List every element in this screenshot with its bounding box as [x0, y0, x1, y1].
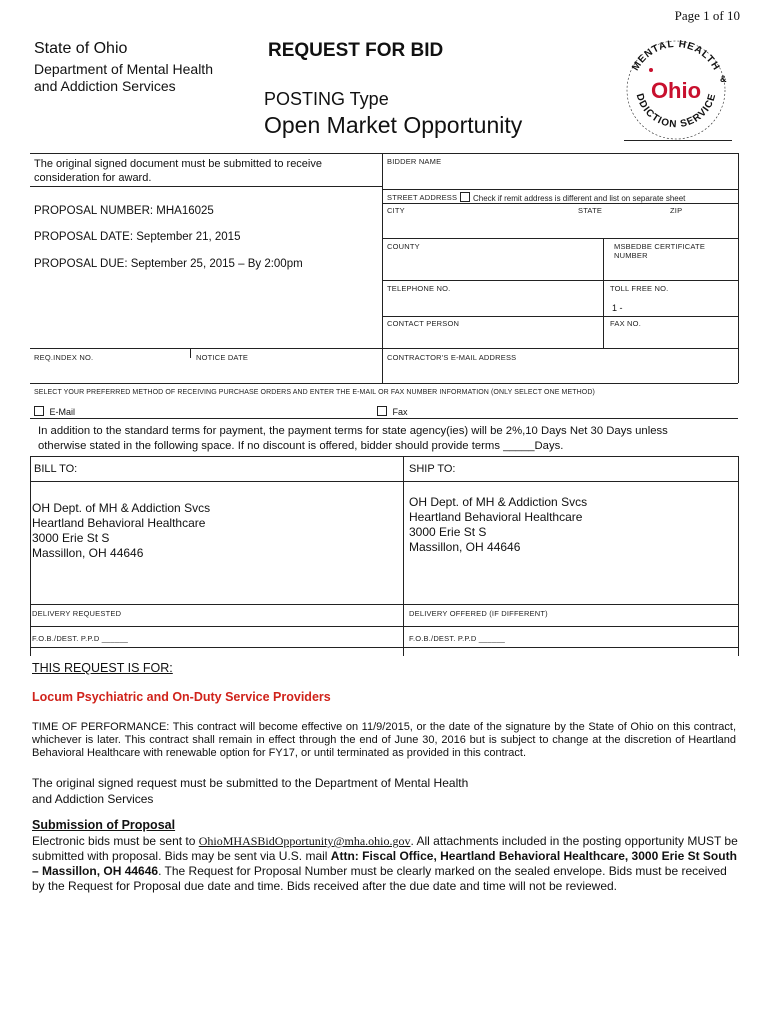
toll-free-field[interactable]: TOLL FREE NO.	[610, 284, 669, 293]
submission-heading: Submission of Proposal	[32, 818, 176, 832]
bill-to-line3: 3000 Erie St S	[32, 531, 110, 545]
request-heading: THIS REQUEST IS FOR:	[32, 661, 173, 675]
bill-to-line1: OH Dept. of MH & Addiction Svcs	[32, 501, 211, 515]
email-option-label: E-Mail	[49, 407, 76, 417]
submission-note: The original signed document must be submitted to receive consideration for award.	[34, 158, 322, 184]
toll-free-value: 1 -	[612, 303, 623, 313]
telephone-field[interactable]: TELEPHONE NO.	[387, 284, 451, 293]
fob-right: F.O.B./DEST. P.P.D ______	[409, 634, 506, 643]
proposal-number: PROPOSAL NUMBER: MHA16025	[34, 205, 214, 217]
method-instruction: SELECT YOUR PREFERRED METHOD OF RECEIVING PURCHASE ORDERS AND ENTER THE E-MAIL OR FAX NUMBER INFORMATION (ONLY SELECT ONE METHOD)	[34, 389, 595, 396]
posting-subtype: Open Market Opportunity	[264, 112, 523, 138]
msbedbe-label-2: NUMBER	[614, 251, 648, 260]
original-request-line1: The original signed request must be submitted to the Department of Mental Health	[32, 776, 469, 790]
time-of-performance: TIME OF PERFORMANCE: This contract will become effective on 11/9/2015, or the date of the signature by the State of Ohio on this contract, whichever is later. This contract shall remain in effect through the end of June 30, 2016 but is subject to change at the discretion of Heartland Behavioral Healthcare with renewable option for FY17, or until terminated as provided in this contract.	[32, 721, 736, 759]
original-request-note	[32, 775, 468, 807]
agency-dept: Department of Mental Health	[34, 61, 213, 77]
submission-text-a: Electronic bids must be sent to	[32, 834, 199, 848]
fax-checkbox[interactable]	[377, 406, 387, 416]
proposal-date: PROPOSAL DATE: September 21, 2015	[34, 231, 241, 243]
ship-to-line4: Massillon, OH 44646	[409, 540, 521, 554]
request-subject: Locum Psychiatric and On-Duty Service Providers	[32, 690, 331, 704]
county-field[interactable]: COUNTY	[387, 242, 420, 251]
remit-address-option[interactable]	[460, 192, 685, 203]
seal-ring-bottom: DDICTION SERVICE	[633, 91, 719, 131]
delivery-offered-field[interactable]: DELIVERY OFFERED (IF DIFFERENT)	[409, 609, 548, 618]
ohio-mhas-seal-icon	[617, 30, 735, 142]
fax-option-label: Fax	[392, 407, 408, 417]
req-index-label: REQ.INDEX NO.	[34, 353, 94, 362]
document-title: REQUEST FOR BID	[268, 40, 444, 61]
ship-to-line1: OH Dept. of MH & Addiction Svcs	[409, 495, 588, 509]
page-number: Page 1 of 10	[674, 8, 740, 23]
zip-field[interactable]: ZIP	[670, 206, 683, 215]
seal-ring-top: MENTAL HEALTH	[630, 38, 722, 73]
mailing-address: Attn: Fiscal Office, Heartland Behavioral Healthcare, 3000 Erie St South – Massillon, OH 44646	[32, 849, 737, 878]
submission-text-b: . All attachments included in the posting opportunity MUST be submitted with proposal. Bids may be sent via U.S. mail	[32, 834, 738, 863]
state-field[interactable]: STATE	[578, 206, 603, 215]
seal-ohio-text: Ohio	[650, 78, 702, 103]
bill-to-line2: Heartland Behavioral Healthcare	[32, 516, 206, 530]
remit-note: Check if remit address is different and list on separate sheet	[473, 194, 686, 203]
svg-text:MENTAL HEALTH	[630, 39, 722, 73]
seal-ampersand: &	[720, 74, 727, 84]
fax-option[interactable]	[377, 406, 408, 417]
bill-to-label: BILL TO:	[34, 463, 78, 475]
bill-to-line4: Massillon, OH 44646	[32, 546, 144, 560]
contact-person-field[interactable]: CONTACT PERSON	[387, 319, 460, 328]
remit-checkbox[interactable]	[460, 192, 470, 202]
agency-dept-2: and Addiction Services	[34, 78, 176, 94]
city-field[interactable]: CITY	[387, 206, 405, 215]
fax-field[interactable]: FAX NO.	[610, 319, 641, 328]
street-address-field[interactable]: STREET ADDRESS	[387, 193, 458, 202]
payment-terms-line2: otherwise stated in the following space. If no discount is offered, bidder should provide terms _____Days.	[38, 440, 564, 452]
proposal-due: PROPOSAL DUE: September 25, 2015 – By 2:00pm	[34, 258, 303, 270]
submission-text	[32, 834, 738, 894]
ship-to-line2: Heartland Behavioral Healthcare	[409, 510, 583, 524]
payment-terms-line1: In addition to the standard terms for payment, the payment terms for state agency(ies) will be 2%,10 Days Net 30 Days unless	[38, 425, 668, 437]
contractor-email-field[interactable]: CONTRACTOR'S E-MAIL ADDRESS	[387, 353, 517, 362]
bid-email-link[interactable]: OhioMHASBidOpportunity@mha.ohio.gov	[198, 834, 411, 848]
original-request-line2: and Addiction Services	[32, 792, 154, 806]
ship-to-address	[409, 495, 587, 555]
bidder-name-field[interactable]: BIDDER NAME	[387, 157, 442, 166]
email-checkbox[interactable]	[34, 406, 44, 416]
fob-left: F.O.B./DEST. P.P.D ______	[32, 634, 129, 643]
notice-date-label: NOTICE DATE	[196, 353, 249, 362]
posting-type: POSTING Type	[264, 89, 389, 109]
email-option[interactable]	[34, 406, 75, 417]
submission-text-c: . The Request for Proposal Number must be clearly marked on the sealed envelope. Bids must be received by the Request for Proposal due date and time. Bids received after the due date and time will not be reviewed.	[32, 864, 727, 893]
bill-to-address	[32, 501, 210, 561]
agency-state: State of Ohio	[34, 40, 128, 57]
delivery-requested-field[interactable]: DELIVERY REQUESTED	[32, 609, 122, 618]
msbedbe-label: MSBEDBE CERTIFICATE	[614, 242, 706, 251]
ship-to-label: SHIP TO:	[409, 463, 456, 475]
ship-to-line3: 3000 Erie St S	[409, 525, 487, 539]
